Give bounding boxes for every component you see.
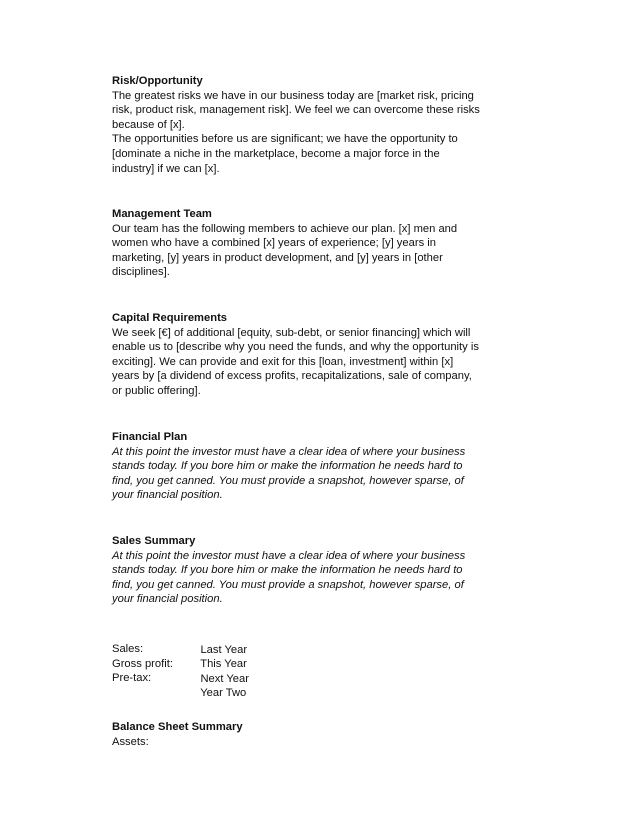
paragraph-line: At this point the investor must have a clear idea of where your business (112, 549, 466, 562)
section-heading: Financial Plan (112, 431, 188, 443)
paragraph-line: marketing, [y] years in product development, and [y] years in [other (112, 251, 443, 264)
paragraph-line: years by [a dividend of excess profits, recapitalizations, sale of company, (112, 370, 472, 383)
financial-plan-section (112, 430, 512, 503)
paragraph-line: industry] if we can [x]. (112, 162, 220, 175)
section-heading: Risk/Opportunity (112, 75, 203, 87)
section-heading: Sales Summary (112, 535, 196, 547)
sales-table-rows (112, 642, 512, 686)
management-team-section (112, 207, 512, 280)
section-heading: Management Team (112, 208, 212, 220)
paragraph-line: The opportunities before us are significant; we have the opportunity to (112, 133, 458, 146)
table-row-label: Gross profit: (112, 657, 173, 670)
paragraph-line: disciplines]. (112, 266, 170, 279)
paragraph-line: find, you get canned. You must provide a snapshot, however sparse, of (112, 474, 464, 487)
paragraph-line: At this point the investor must have a clear idea of where your business (112, 445, 466, 458)
paragraph-line: [dominate a niche in the marketplace, become a major force in the (112, 147, 440, 160)
paragraph-line: find, you get canned. You must provide a snapshot, however sparse, of (112, 578, 464, 591)
paragraph-line: risk, product risk, management risk]. We feel we can overcome these risks (112, 104, 480, 117)
column-header: This Year (200, 658, 247, 671)
table-row-label: Sales: (112, 643, 144, 655)
column-header: Year Two (200, 687, 247, 700)
balance-sheet-section (112, 720, 512, 749)
risk-opportunity-section (112, 74, 512, 176)
section-heading: Capital Requirements (112, 312, 228, 324)
column-header: Next Year (200, 672, 249, 685)
paragraph-line: Assets: (112, 735, 149, 748)
section-heading: Balance Sheet Summary (112, 721, 243, 733)
column-header: Last Year (200, 643, 248, 656)
paragraph-line: The greatest risks we have in our business today are [market risk, pricing (112, 89, 474, 102)
paragraph-line: your financial position. (112, 593, 223, 606)
paragraph-line: stands today. If you bore him or make the information he needs hard to (112, 460, 463, 473)
sales-summary-section (112, 534, 512, 607)
paragraph-line: Our team has the following members to achieve our plan. [x] men and (112, 222, 458, 235)
paragraph-line: stands today. If you bore him or make the information he needs hard to (112, 564, 463, 577)
table-row-label: Pre-tax: (112, 672, 152, 685)
paragraph-line: We seek [€] of additional [equity, sub-debt, or senior financing] which will (112, 326, 471, 339)
paragraph-line: women who have a combined [x] years of experience; [y] years in (112, 237, 436, 250)
capital-requirements-section (112, 311, 512, 399)
paragraph-line: or public offering]. (112, 384, 201, 397)
paragraph-line: enable us to [describe why you need the funds, and why the opportunity is (112, 341, 479, 354)
paragraph-line: because of [x]. (112, 118, 185, 131)
paragraph-line: exciting]. We can provide and exit for this [loan, investment] within [x] (112, 355, 454, 368)
paragraph-line: your financial position. (112, 489, 223, 502)
